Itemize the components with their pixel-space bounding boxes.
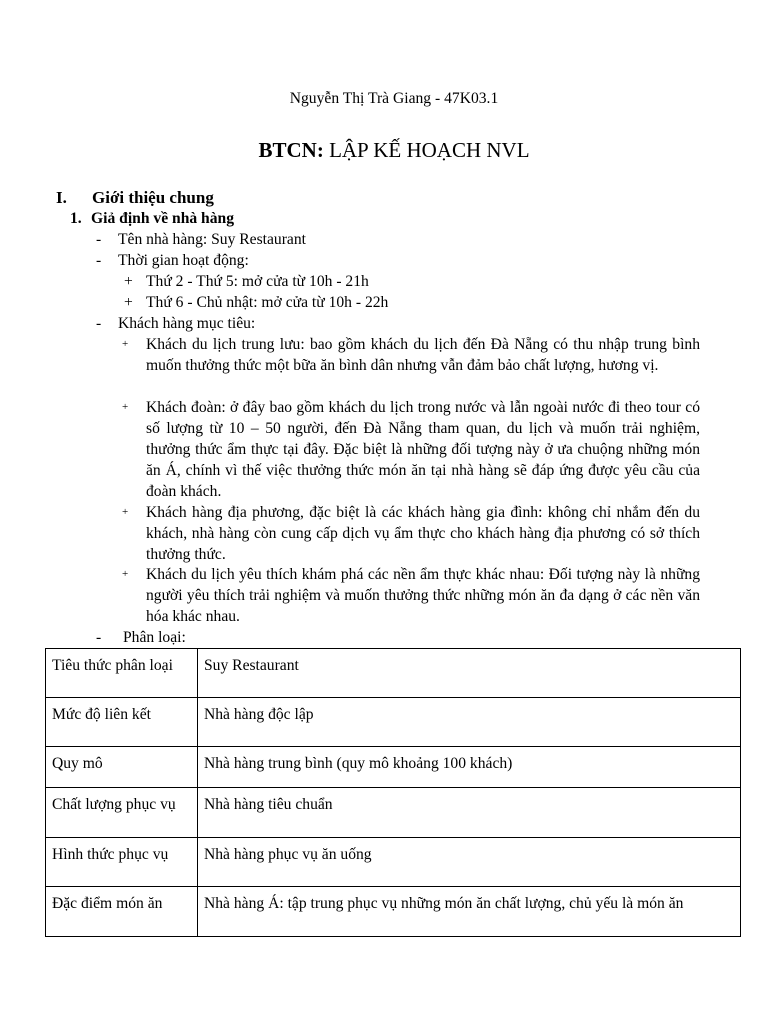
table-row	[46, 649, 741, 698]
table-cell-criterion: Đặc điểm món ăn	[46, 887, 198, 937]
table-row	[46, 747, 741, 788]
customer-item	[120, 564, 700, 627]
table-cell-criterion: Hình thức phục vụ	[46, 838, 198, 887]
table-cell-criterion: Tiêu thức phân loại	[46, 649, 198, 698]
opening-hours-item: Thời gian hoạt động:	[118, 252, 249, 269]
table-cell-value: Nhà hàng tiêu chuẩn	[198, 788, 741, 838]
subsection-heading	[70, 208, 235, 229]
table-cell-criterion: Quy mô	[46, 747, 198, 788]
title-prefix: BTCN:	[258, 138, 324, 162]
plus-marker: +	[122, 568, 129, 580]
section-number: I.	[56, 188, 67, 207]
table-cell-criterion: Mức độ liên kết	[46, 698, 198, 747]
table-cell-value: Nhà hàng trung bình (quy mô khoảng 100 khách)	[198, 747, 741, 788]
customer-item	[120, 502, 700, 565]
section-title: Giới thiệu chung	[92, 188, 214, 207]
dash-marker: -	[96, 231, 102, 248]
dash-marker: -	[96, 629, 102, 646]
table-cell-value: Nhà hàng độc lập	[198, 698, 741, 747]
customer-item	[120, 397, 700, 502]
dash-marker: -	[96, 315, 102, 332]
section-heading	[56, 187, 214, 208]
dash-marker: -	[96, 252, 102, 269]
table-row	[46, 838, 741, 887]
customer-text: Khách du lịch yêu thích khám phá các nền ẩm thực khác nhau: Đối tượng này là những người yêu thích trải nghiệm và muốn thưởng thức những món ăn đa dạng ở các nền văn hóa khác nhau.	[146, 566, 700, 625]
title-main: LẬP KẾ HOẠCH NVL	[329, 138, 530, 162]
hours-text: Thứ 2 - Thứ 5: mở cửa từ 10h - 21h	[146, 273, 369, 290]
plus-marker: +	[124, 294, 133, 311]
subsection-title: Giả định về nhà hàng	[91, 210, 235, 227]
table-row	[46, 698, 741, 747]
plus-marker: +	[122, 506, 129, 518]
table-cell-criterion: Chất lượng phục vụ	[46, 788, 198, 838]
customer-item	[120, 334, 700, 376]
customer-text: Khách đoàn: ở đây bao gồm khách du lịch trong nước và lẫn ngoài nước đi theo tour có số lượng từ 10 – 50 người, đến Đà Nẵng tham quan, du lịch và muốn trải nghiệm, thưởng thức ẩm thực tại đây. Đặc biệt là những đối tượng này ở ưa chuộng những món ăn Á, chính vì thế việc thưởng thức món ăn tại nhà hàng sẽ đáp ứng được yêu cầu của đoàn khách.	[146, 399, 700, 500]
target-customers-item: Khách hàng mục tiêu:	[118, 315, 256, 332]
plus-marker: +	[124, 273, 133, 290]
hours-text: Thứ 6 - Chủ nhật: mở cửa từ 10h - 22h	[146, 294, 389, 311]
customer-text: Khách hàng địa phương, đặc biệt là các khách hàng gia đình: không chỉ nhắm đến du khách, nhà hàng còn cung cấp dịch vụ ẩm thực cho khách hàng địa phương có sở thích thưởng thức.	[146, 504, 700, 563]
page-title	[0, 136, 768, 164]
classification-item: Phân loại:	[123, 629, 186, 646]
author-line: Nguyễn Thị Trà Giang - 47K03.1	[289, 90, 499, 107]
plus-marker: +	[122, 338, 129, 350]
classification-table	[45, 648, 741, 937]
plus-marker: +	[122, 401, 129, 413]
restaurant-name-item: Tên nhà hàng: Suy Restaurant	[118, 231, 306, 248]
customer-text: Khách du lịch trung lưu: bao gồm khách du lịch đến Đà Nẵng có thu nhập trung bình muốn thưởng thức một bữa ăn bình dân nhưng vẫn đảm bảo chất lượng, hương vị.	[146, 336, 700, 374]
table-cell-value: Nhà hàng phục vụ ăn uống	[198, 838, 741, 887]
table-row	[46, 788, 741, 838]
table-cell-value: Suy Restaurant	[198, 649, 741, 698]
table-cell-value: Nhà hàng Á: tập trung phục vụ những món ăn chất lượng, chủ yếu là món ăn	[198, 887, 741, 937]
subsection-number: 1.	[70, 210, 82, 227]
table-row	[46, 887, 741, 937]
